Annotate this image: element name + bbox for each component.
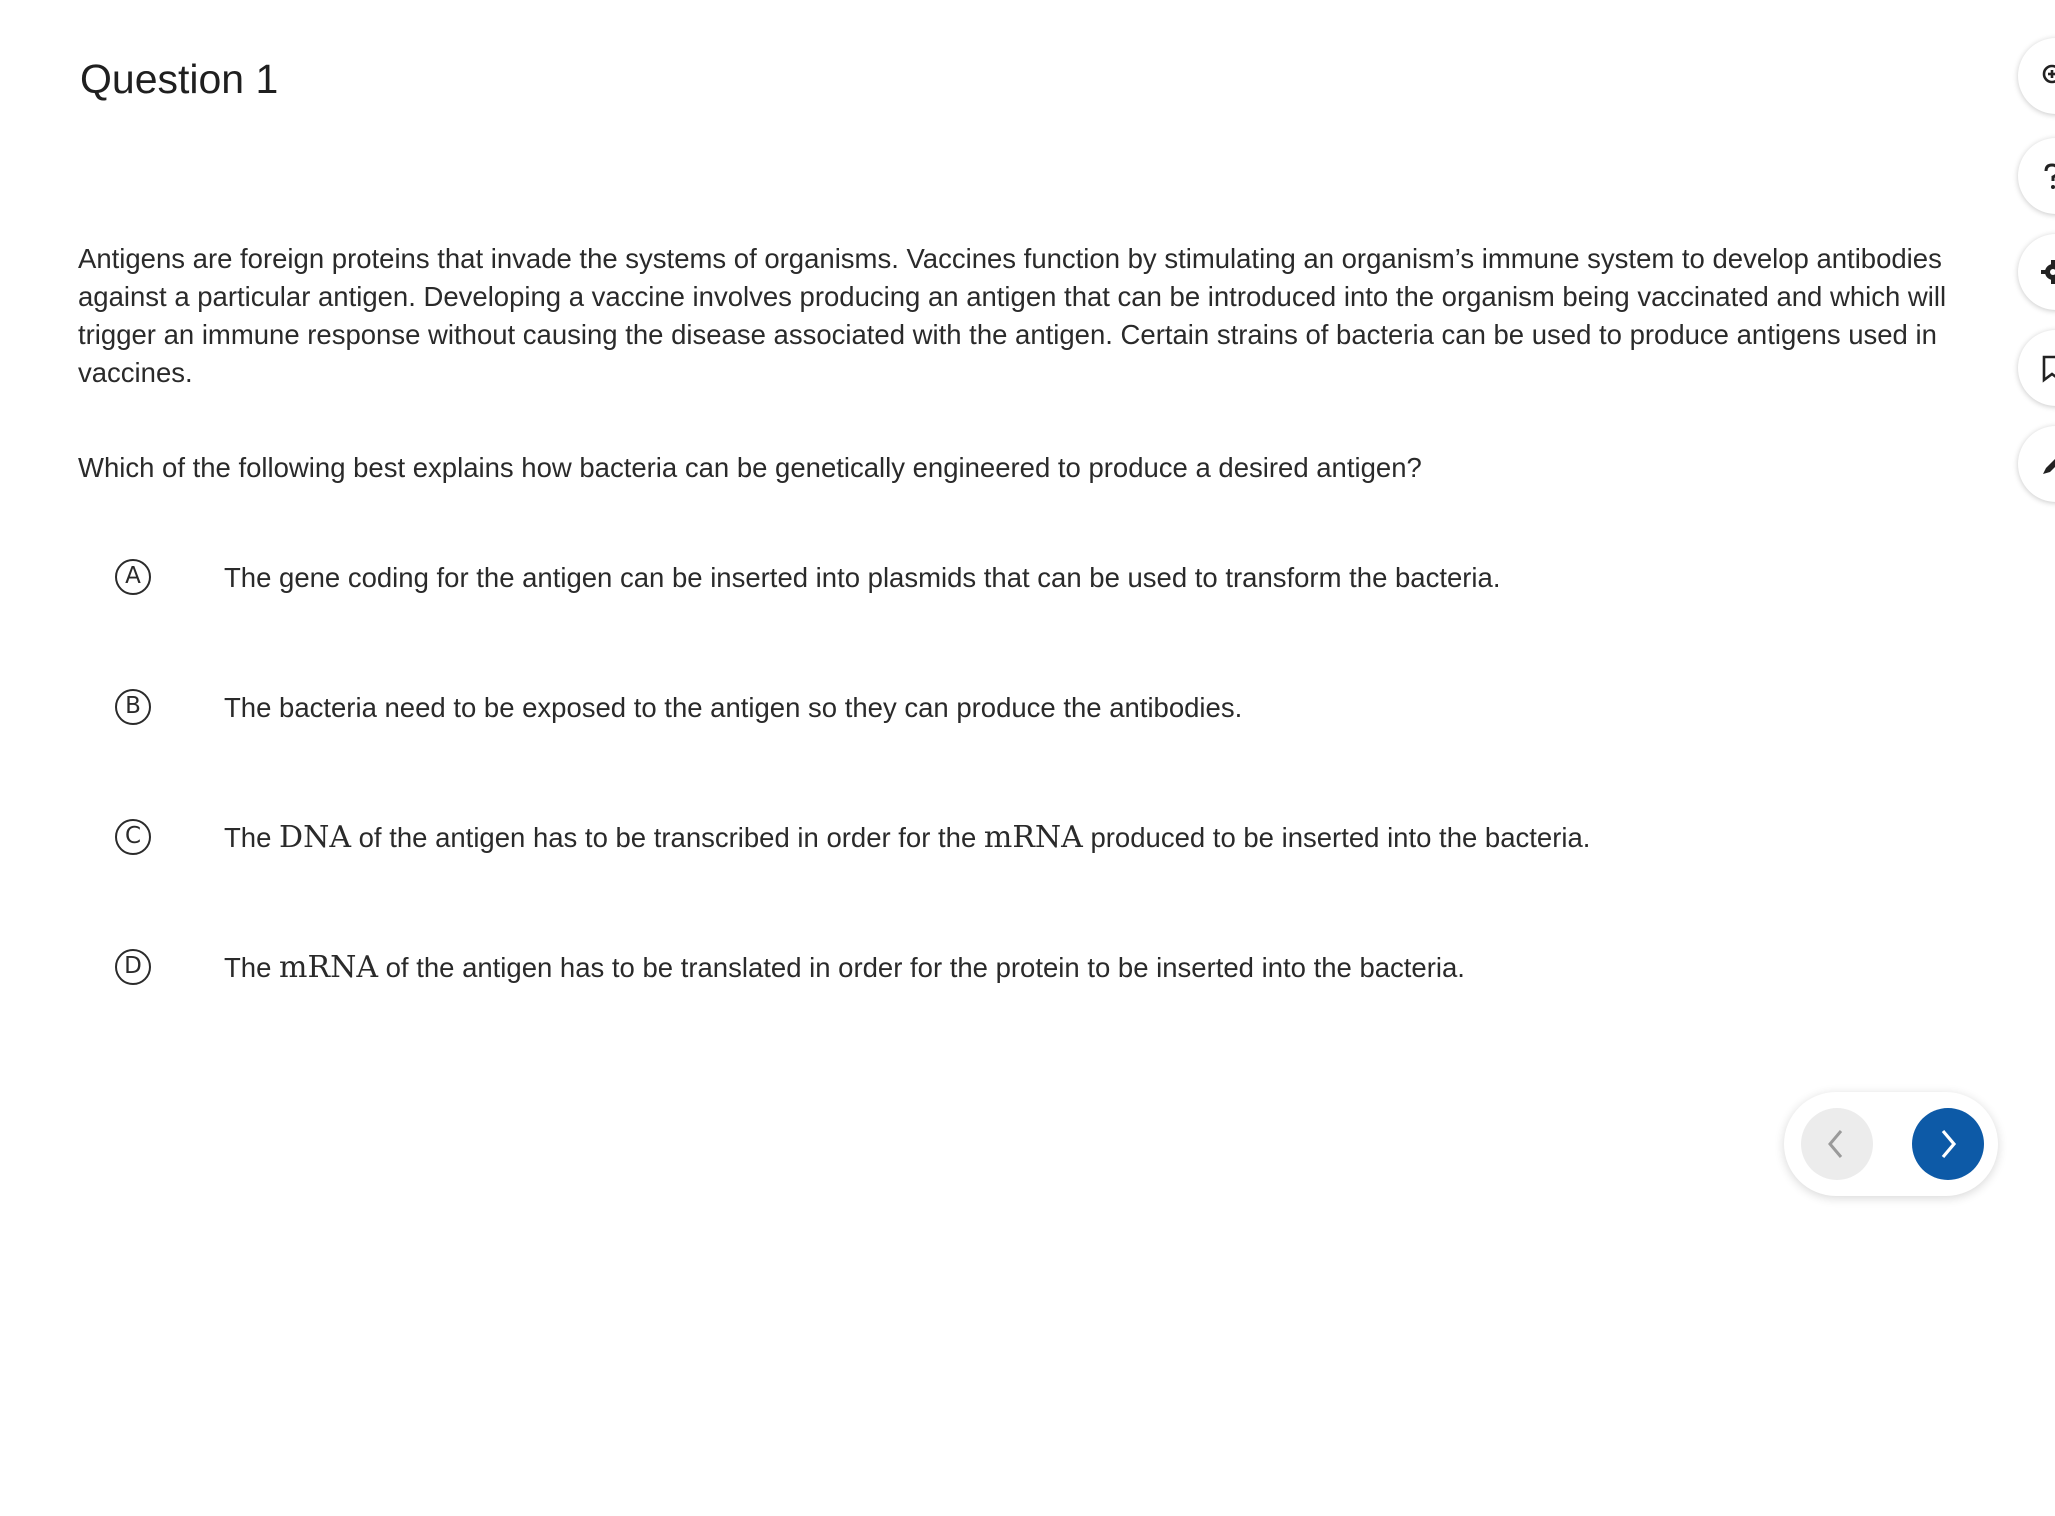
choice-a-letter: A <box>115 559 151 595</box>
page-title: Question 1 <box>80 56 279 102</box>
choice-d-math-mrna: mRNA <box>279 950 378 985</box>
next-button[interactable] <box>1912 1108 1984 1180</box>
zoom-tool-button[interactable] <box>2018 38 2055 114</box>
question-navigation <box>1784 1092 1998 1196</box>
choice-c-text-part: produced to be inserted into the bacteria. <box>1082 822 1591 853</box>
stimulus-text: Antigens are foreign proteins that invade the systems of organisms. Vaccines function by stimulating an organism’s immune system to develop antibodies against a particular antigen. Developing a vaccine involves producing an antigen that can be introduced into the organism being vaccinated and which will trigger an immune response without causing the disease associated with the antigen. Certain strains of bacteria can be used to produce antigens used in vaccines. <box>78 243 1947 388</box>
choice-c[interactable] <box>112 810 1712 870</box>
help-tool-button[interactable] <box>2018 138 2055 214</box>
choice-b[interactable] <box>112 680 1712 740</box>
pencil-tool-button[interactable] <box>2018 426 2055 502</box>
settings-tool-button[interactable] <box>2018 234 2055 310</box>
choice-b-letter: B <box>115 689 151 725</box>
choice-c-text-part: of the antigen has to be transcribed in order for the <box>351 822 984 853</box>
choice-d-letter: D <box>115 949 151 985</box>
choice-c-math-dna: DNA <box>279 820 351 855</box>
choice-c-math-mrna: mRNA <box>983 820 1083 855</box>
choice-a[interactable] <box>112 550 1712 610</box>
previous-button[interactable] <box>1801 1108 1873 1180</box>
choice-d-text-part: of the antigen has to be translated in order for the protein to be inserted into the bacteria. <box>377 952 1465 983</box>
choice-d-text <box>224 951 1465 985</box>
choice-c-text-part: The <box>224 822 280 853</box>
choice-d[interactable] <box>112 940 1712 1000</box>
bookmark-tool-button[interactable] <box>2018 330 2055 406</box>
choice-b-text: The bacteria need to be exposed to the antigen so they can produce the antibodies. <box>224 692 1243 723</box>
choice-d-text-part: The <box>224 952 280 983</box>
question-stem: Which of the following best explains how bacteria can be genetically engineered to produce a desired antigen? <box>78 452 1422 483</box>
choice-c-text <box>224 821 1590 855</box>
choice-c-letter: C <box>115 819 151 855</box>
choice-a-text: The gene coding for the antigen can be inserted into plasmids that can be used to transform the bacteria. <box>224 562 1501 593</box>
